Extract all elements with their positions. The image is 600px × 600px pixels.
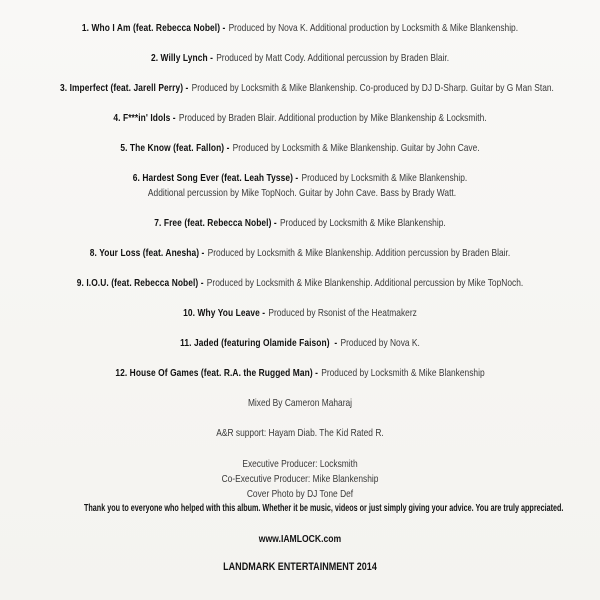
- track-line: [60, 172, 540, 184]
- track-title: 11. Jaded (featuring Olamide Faison) -: [180, 337, 338, 349]
- track-row: [0, 112, 600, 124]
- track-line: [60, 52, 540, 64]
- track-row: [0, 22, 600, 34]
- track-credits: Produced by Braden Blair. Additional production by Mike Blankenship & Locksmith.: [178, 112, 487, 124]
- record-label-line: LANDMARK ENTERTAINMENT 2014: [223, 561, 377, 573]
- track-title: 3. Imperfect (feat. Jarell Perry) -: [60, 82, 189, 94]
- track-row: [0, 172, 600, 199]
- track-row: [0, 337, 600, 349]
- track-title: 2. Willy Lynch -: [150, 52, 213, 64]
- mixed-by-line: Mixed By Cameron Maharaj: [247, 397, 353, 409]
- producer-credits-group: [0, 458, 600, 500]
- track-credits: Produced by Locksmith & Mike Blankenship. Addition percussion by Braden Blair.: [207, 247, 511, 259]
- track-credits: Produced by Locksmith & Mike Blankenship: [321, 367, 485, 379]
- track-title: 6. Hardest Song Ever (feat. Leah Tysse) -: [132, 172, 299, 184]
- track-line: [60, 82, 554, 94]
- ar-support-line: A&R support: Hayam Diab. The Kid Rated R.: [216, 427, 384, 439]
- track-row: [0, 52, 600, 64]
- track-credits: Produced by Locksmith & Mike Blankenship. Co-produced by DJ D-Sharp. Guitar by G Man Stan.: [191, 82, 554, 94]
- track-credits: Produced by Locksmith & Mike Blankenship.: [301, 172, 468, 184]
- track-title: 1. Who I Am (feat. Rebecca Nobel) -: [81, 22, 226, 34]
- track-list: [0, 22, 600, 379]
- track-row: [0, 82, 600, 94]
- track-title: 4. F***in' Idols -: [113, 112, 176, 124]
- track-credits: Produced by Locksmith & Mike Blankenship.: [279, 217, 446, 229]
- track-line: [60, 307, 540, 319]
- track-credits: Produced by Locksmith & Mike Blankenship. Additional percussion by Mike TopNoch.: [206, 277, 524, 289]
- track-title: 9. I.O.U. (feat. Rebecca Nobel) -: [76, 277, 204, 289]
- thank-you-note: Thank you to everyone who helped with this album. Whether it be music, videos or just simply giving your advice. You are truly appreciated.: [83, 503, 564, 514]
- track-credits: Produced by Rsonist of the Heatmakerz: [268, 307, 417, 319]
- track-row: [0, 247, 600, 259]
- track-credits-line2: Additional percussion by Mike TopNoch. Guitar by John Cave. Bass by Brady Watt.: [147, 187, 457, 199]
- track-row: [0, 217, 600, 229]
- executive-producer-line: Executive Producer: Locksmith: [242, 458, 358, 470]
- track-credits: Produced by Nova K. Additional production by Locksmith & Mike Blankenship.: [228, 22, 519, 34]
- track-row: [0, 142, 600, 154]
- track-credits: Produced by Locksmith & Mike Blankenship. Guitar by John Cave.: [232, 142, 480, 154]
- track-line: [60, 367, 540, 379]
- cover-photo-line: Cover Photo by DJ Tone Def: [246, 488, 354, 500]
- track-row: [0, 307, 600, 319]
- website-url: www.IAMLOCK.com: [258, 533, 342, 545]
- track-line: [60, 22, 540, 34]
- track-line: [60, 112, 540, 124]
- track-row: [0, 367, 600, 379]
- track-title: 12. House Of Games (feat. R.A. the Rugged Man) -: [115, 367, 319, 379]
- track-title: 10. Why You Leave -: [183, 307, 266, 319]
- track-line: [60, 217, 540, 229]
- co-executive-producer-line: Co-Executive Producer: Mike Blankenship: [221, 473, 379, 485]
- track-title: 5. The Know (feat. Fallon) -: [120, 142, 230, 154]
- track-credits: Produced by Matt Cody. Additional percussion by Braden Blair.: [216, 52, 450, 64]
- track-line: [60, 247, 540, 259]
- track-line: [60, 142, 540, 154]
- track-line: [60, 337, 540, 349]
- track-line: [60, 277, 540, 289]
- track-credits: Produced by Nova K.: [340, 337, 420, 349]
- track-title: 8. Your Loss (feat. Anesha) -: [89, 247, 205, 259]
- track-title: 7. Free (feat. Rebecca Nobel) -: [154, 217, 277, 229]
- track-row: [0, 277, 600, 289]
